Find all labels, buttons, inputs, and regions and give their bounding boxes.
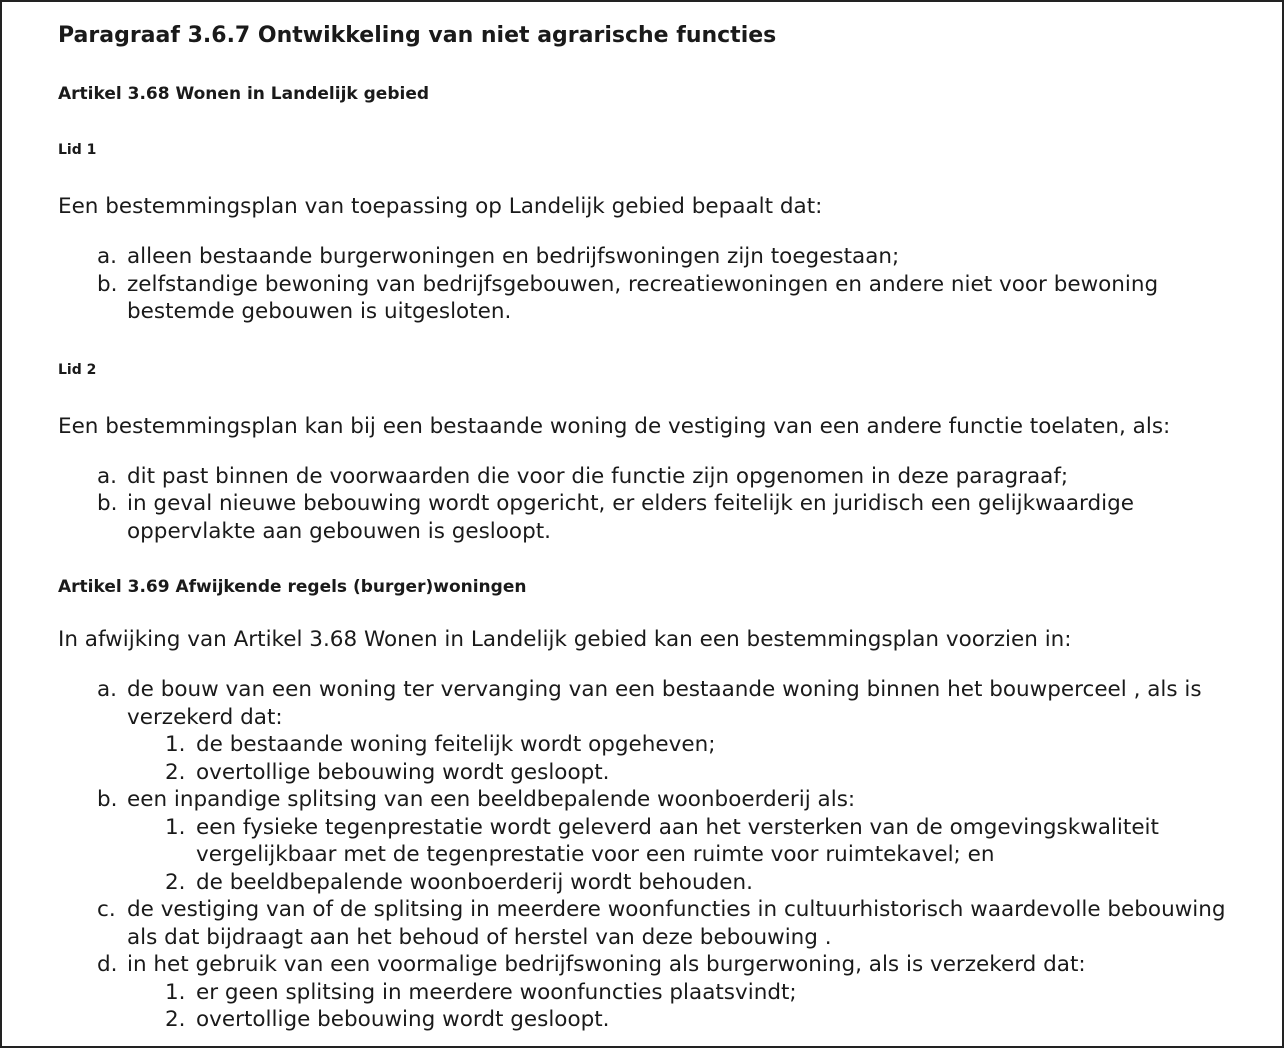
- list-marker: d.: [97, 952, 118, 977]
- list-item: [58, 271, 1262, 326]
- list-item-text: een inpandige splitsing van een beeldbepalende woonboerderij als:: [127, 787, 856, 812]
- article-368-title: Artikel 3.68 Wonen in Landelijk gebied: [58, 84, 430, 104]
- list-item: [58, 951, 1262, 979]
- list-item-text: alleen bestaande burgerwoningen en bedrijfswoningen zijn toegestaan;: [127, 244, 900, 269]
- list-item: [58, 896, 1262, 951]
- article-369-title: Artikel 3.69 Afwijkende regels (burger)woningen: [58, 577, 527, 597]
- lid-2-label: Lid 2: [58, 361, 97, 378]
- list-marker: a.: [97, 244, 118, 269]
- list-marker: b.: [97, 787, 118, 812]
- sublist-item-text: de beeldbepalende woonboerderij wordt behouden.: [196, 869, 753, 895]
- lid-1-label: Lid 1: [58, 142, 97, 158]
- list-item-text: de bouw van een woning ter vervanging van een bestaande woning binnen het bouwperceel , als is verzekerd dat:: [127, 677, 1202, 730]
- list-marker: c.: [97, 897, 116, 922]
- sublist-marker: 1.: [165, 732, 186, 757]
- list-item: [58, 676, 1262, 731]
- paragraph-title: Paragraaf 3.6.7 Ontwikkeling van niet agrarische functies: [58, 23, 777, 48]
- list-marker: a.: [97, 677, 118, 702]
- article-369-intro: In afwijking van Artikel 3.68 Wonen in Landelijk gebied kan een bestemmingsplan voorzien in:: [58, 627, 1072, 652]
- sublist-item-text: een fysieke tegenprestatie wordt geleverd aan het versterken van de omgevingskwaliteit vergelijkbaar met de tegenprestatie voor een ruimte voor ruimtekavel; en: [196, 814, 1159, 867]
- list-item: [58, 243, 1262, 271]
- sublist-item-text: overtollige bebouwing wordt gesloopt.: [196, 1007, 610, 1032]
- list-item: [58, 786, 1262, 814]
- sublist-marker: 2.: [165, 1007, 186, 1032]
- sublist-item: [58, 1006, 1262, 1034]
- list-item-text: dit past binnen de voorwaarden die voor die functie zijn opgenomen in deze paragraaf;: [127, 463, 1069, 489]
- list-item: [58, 463, 1262, 491]
- sublist-item: [58, 814, 1262, 869]
- list-item-text: zelfstandige bewoning van bedrijfsgebouwen, recreatiewoningen en andere niet voor bewoning bestemde gebouwen is uitgesloten.: [127, 271, 1159, 324]
- sublist-item: [58, 731, 1262, 759]
- list-marker: b.: [97, 271, 118, 297]
- lid-2-list: [58, 463, 1262, 546]
- sublist-marker: 2.: [165, 759, 186, 785]
- sublist-item-text: de bestaande woning feitelijk wordt opgeheven;: [196, 732, 716, 757]
- sublist-item: [58, 869, 1262, 897]
- sublist-item-text: overtollige bebouwing wordt gesloopt.: [196, 759, 610, 785]
- list-item-text: in het gebruik van een voormalige bedrijfswoning als burgerwoning, als is verzekerd dat:: [127, 952, 1086, 977]
- sublist: [58, 979, 1262, 1034]
- sublist: [58, 731, 1262, 786]
- sublist: [58, 814, 1262, 897]
- lid-2-intro: Een bestemmingsplan kan bij een bestaande woning de vestiging van een andere functie toelaten, als:: [58, 413, 1171, 439]
- article-369-list: [58, 676, 1262, 1034]
- list-marker: a.: [97, 463, 118, 489]
- list-marker: b.: [97, 491, 118, 516]
- sublist-marker: 2.: [165, 869, 186, 895]
- sublist-marker: 1.: [165, 814, 186, 840]
- lid-1-list: [58, 243, 1262, 326]
- sublist-marker: 1.: [165, 979, 186, 1005]
- sublist-item: [58, 979, 1262, 1007]
- list-item-text: in geval nieuwe bebouwing wordt opgericht, er elders feitelijk en juridisch een gelijkwaardige oppervlakte aan gebouwen is gesloopt.: [127, 491, 1134, 544]
- sublist-item-text: er geen splitsing in meerdere woonfuncties plaatsvindt;: [196, 979, 797, 1005]
- list-item-text: de vestiging van of de splitsing in meerdere woonfuncties in cultuurhistorisch waardevolle bebouwing als dat bijdraagt aan het behoud of herstel van deze bebouwing .: [127, 897, 1226, 950]
- list-item: [58, 490, 1262, 545]
- sublist-item: [58, 759, 1262, 787]
- lid-1-intro: Een bestemmingsplan van toepassing op Landelijk gebied bepaalt dat:: [58, 194, 823, 219]
